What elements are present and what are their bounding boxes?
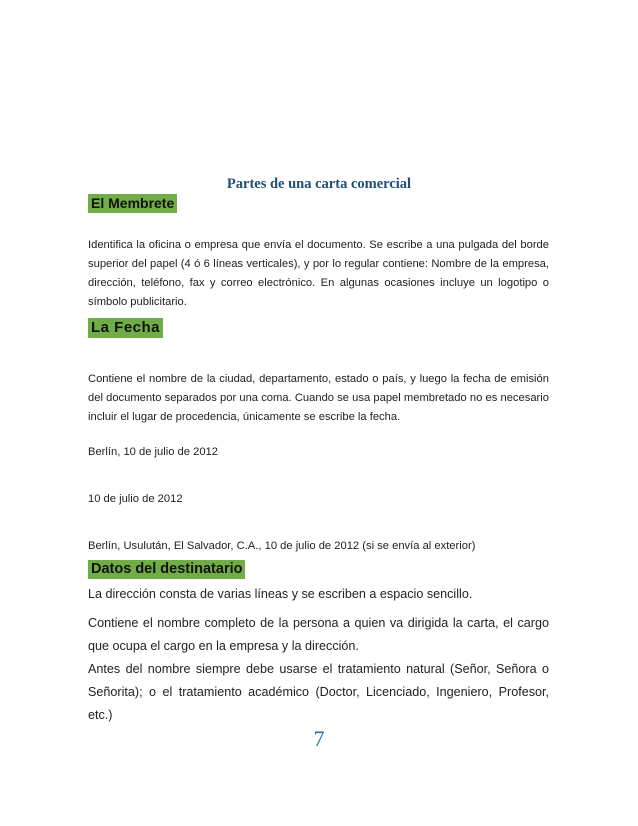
- page-number: 7: [313, 726, 325, 751]
- fecha-example-2: 10 de julio de 2012: [88, 493, 183, 505]
- destinatario-paragraph-2: Contiene el nombre completo de la persona a quien va dirigida la carta, el cargo que ocupa el cargo en la empresa y la dirección.: [88, 616, 549, 653]
- destinatario-paragraph-3: Antes del nombre siempre debe usarse el tratamiento natural (Señor, Señora o Señorita); o el tratamiento académico (Doctor, Licenciado, Ingeniero, Profesor, etc.): [88, 662, 549, 722]
- heading-fecha: La Fecha: [88, 318, 163, 338]
- fecha-example-1: Berlín, 10 de julio de 2012: [88, 446, 218, 458]
- heading-destinatario: Datos del destinatario: [88, 560, 245, 579]
- destinatario-paragraph-1: La dirección consta de varias líneas y se escriben a espacio sencillo.: [88, 587, 473, 601]
- membrete-paragraph: Identifica la oficina o empresa que envía el documento. Se escribe a una pulgada del borde superior del papel (4 ó 6 líneas verticales), y por lo regular contiene: Nombre de la empresa, dirección, teléfono, fax y correo electrónico. En algunas ocasiones incluye un logotipo o símbolo publicitario.: [88, 239, 549, 308]
- heading-membrete: El Membrete: [88, 194, 177, 213]
- fecha-paragraph: Contiene el nombre de la ciudad, departamento, estado o país, y luego la fecha de emisión del documento separados por una coma. Cuando se usa papel membretado no es necesario incluir el lugar de procedencia, únicamente se escribe la fecha.: [88, 373, 549, 423]
- fecha-example-3: Berlín, Usulután, El Salvador, C.A., 10 de julio de 2012 (si se envía al exterior): [88, 540, 476, 552]
- page-title: Partes de una carta comercial: [226, 176, 412, 192]
